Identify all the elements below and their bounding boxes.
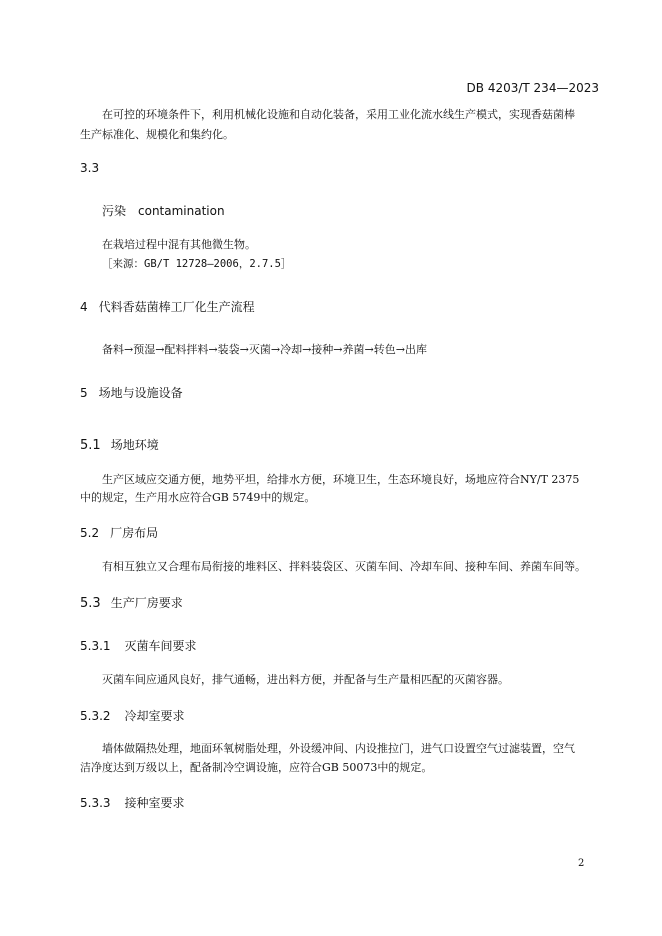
section-5-1-title: 场地环境	[110, 438, 159, 452]
section-5-3-3-title: 接种室要求	[124, 796, 185, 810]
section-5-3-2-title: 冷却室要求	[124, 709, 185, 723]
intro-paragraph-line-1: 在可控的环境条件下，利用机械化设施和自动化装备，采用工业化流水线生产模式，实现香菇菌棒	[102, 108, 575, 121]
section-5-2-title: 厂房布局	[110, 526, 159, 540]
section-5-3-title: 生产厂房要求	[110, 596, 183, 610]
intro-paragraph-line-2: 生产标准化、规模化和集约化。	[80, 128, 234, 141]
section-5-3-2-line-2: 洁净度达到万级以上，配备制冷空调设施，应符合GB 50073中的规定。	[80, 761, 433, 774]
section-5-1-line-1: 生产区域应交通方便，地势平坦，给排水方便，环境卫生，生态环境良好，场地应符合NY/T 2375	[102, 473, 580, 486]
section-5-3-number: 5.3	[80, 596, 101, 611]
section-4-heading	[80, 298, 255, 315]
page-number: 2	[578, 858, 585, 869]
section-5-title: 场地与设施设备	[98, 386, 183, 400]
section-3-3-number: 3.3	[80, 161, 100, 175]
section-5-3-2-line-1: 墙体做隔热处理，地面环氧树脂处理，外设缓冲间、内设推拉门，进气口设置空气过滤装置，空气	[102, 742, 575, 755]
term-source-note: ［来源：GB/T 12728—2006，2.7.5］	[102, 258, 292, 270]
section-5-2-heading	[80, 524, 158, 541]
section-4-number: 4	[80, 300, 88, 314]
section-5-heading	[80, 384, 183, 401]
section-5-3-3-number: 5.3.3	[80, 796, 111, 810]
section-5-3-3-heading	[80, 794, 185, 811]
term-contamination: 污染 contamination	[102, 204, 225, 218]
section-5-2-line-1: 有相互独立又合理布局衔接的堆料区、拌料装袋区、灭菌车间、冷却车间、接种车间、养菌车间等。	[102, 560, 586, 573]
section-5-number: 5	[80, 386, 88, 400]
section-5-1-heading	[80, 436, 159, 453]
process-flow: 备料→预湿→配料拌料→装袋→灭菌→冷却→接种→养菌→转色→出库	[102, 343, 427, 356]
section-5-2-number: 5.2	[80, 526, 100, 540]
section-5-1-number: 5.1	[80, 438, 101, 453]
section-5-3-2-number: 5.3.2	[80, 709, 111, 723]
section-5-3-1-heading	[80, 637, 197, 654]
section-5-3-2-heading	[80, 707, 185, 724]
section-5-3-1-number: 5.3.1	[80, 639, 111, 653]
term-definition: 在栽培过程中混有其他微生物。	[102, 238, 256, 251]
section-5-3-heading	[80, 594, 183, 611]
section-4-title: 代料香菇菌棒工厂化生产流程	[98, 300, 255, 314]
document-code: DB 4203/T 234—2023	[466, 81, 599, 95]
section-5-3-1-line-1: 灭菌车间应通风良好，排气通畅，进出料方便，并配备与生产量相匹配的灭菌容器。	[102, 673, 509, 686]
section-5-3-1-title: 灭菌车间要求	[124, 639, 197, 653]
section-5-1-line-2: 中的规定，生产用水应符合GB 5749中的规定。	[80, 491, 316, 504]
